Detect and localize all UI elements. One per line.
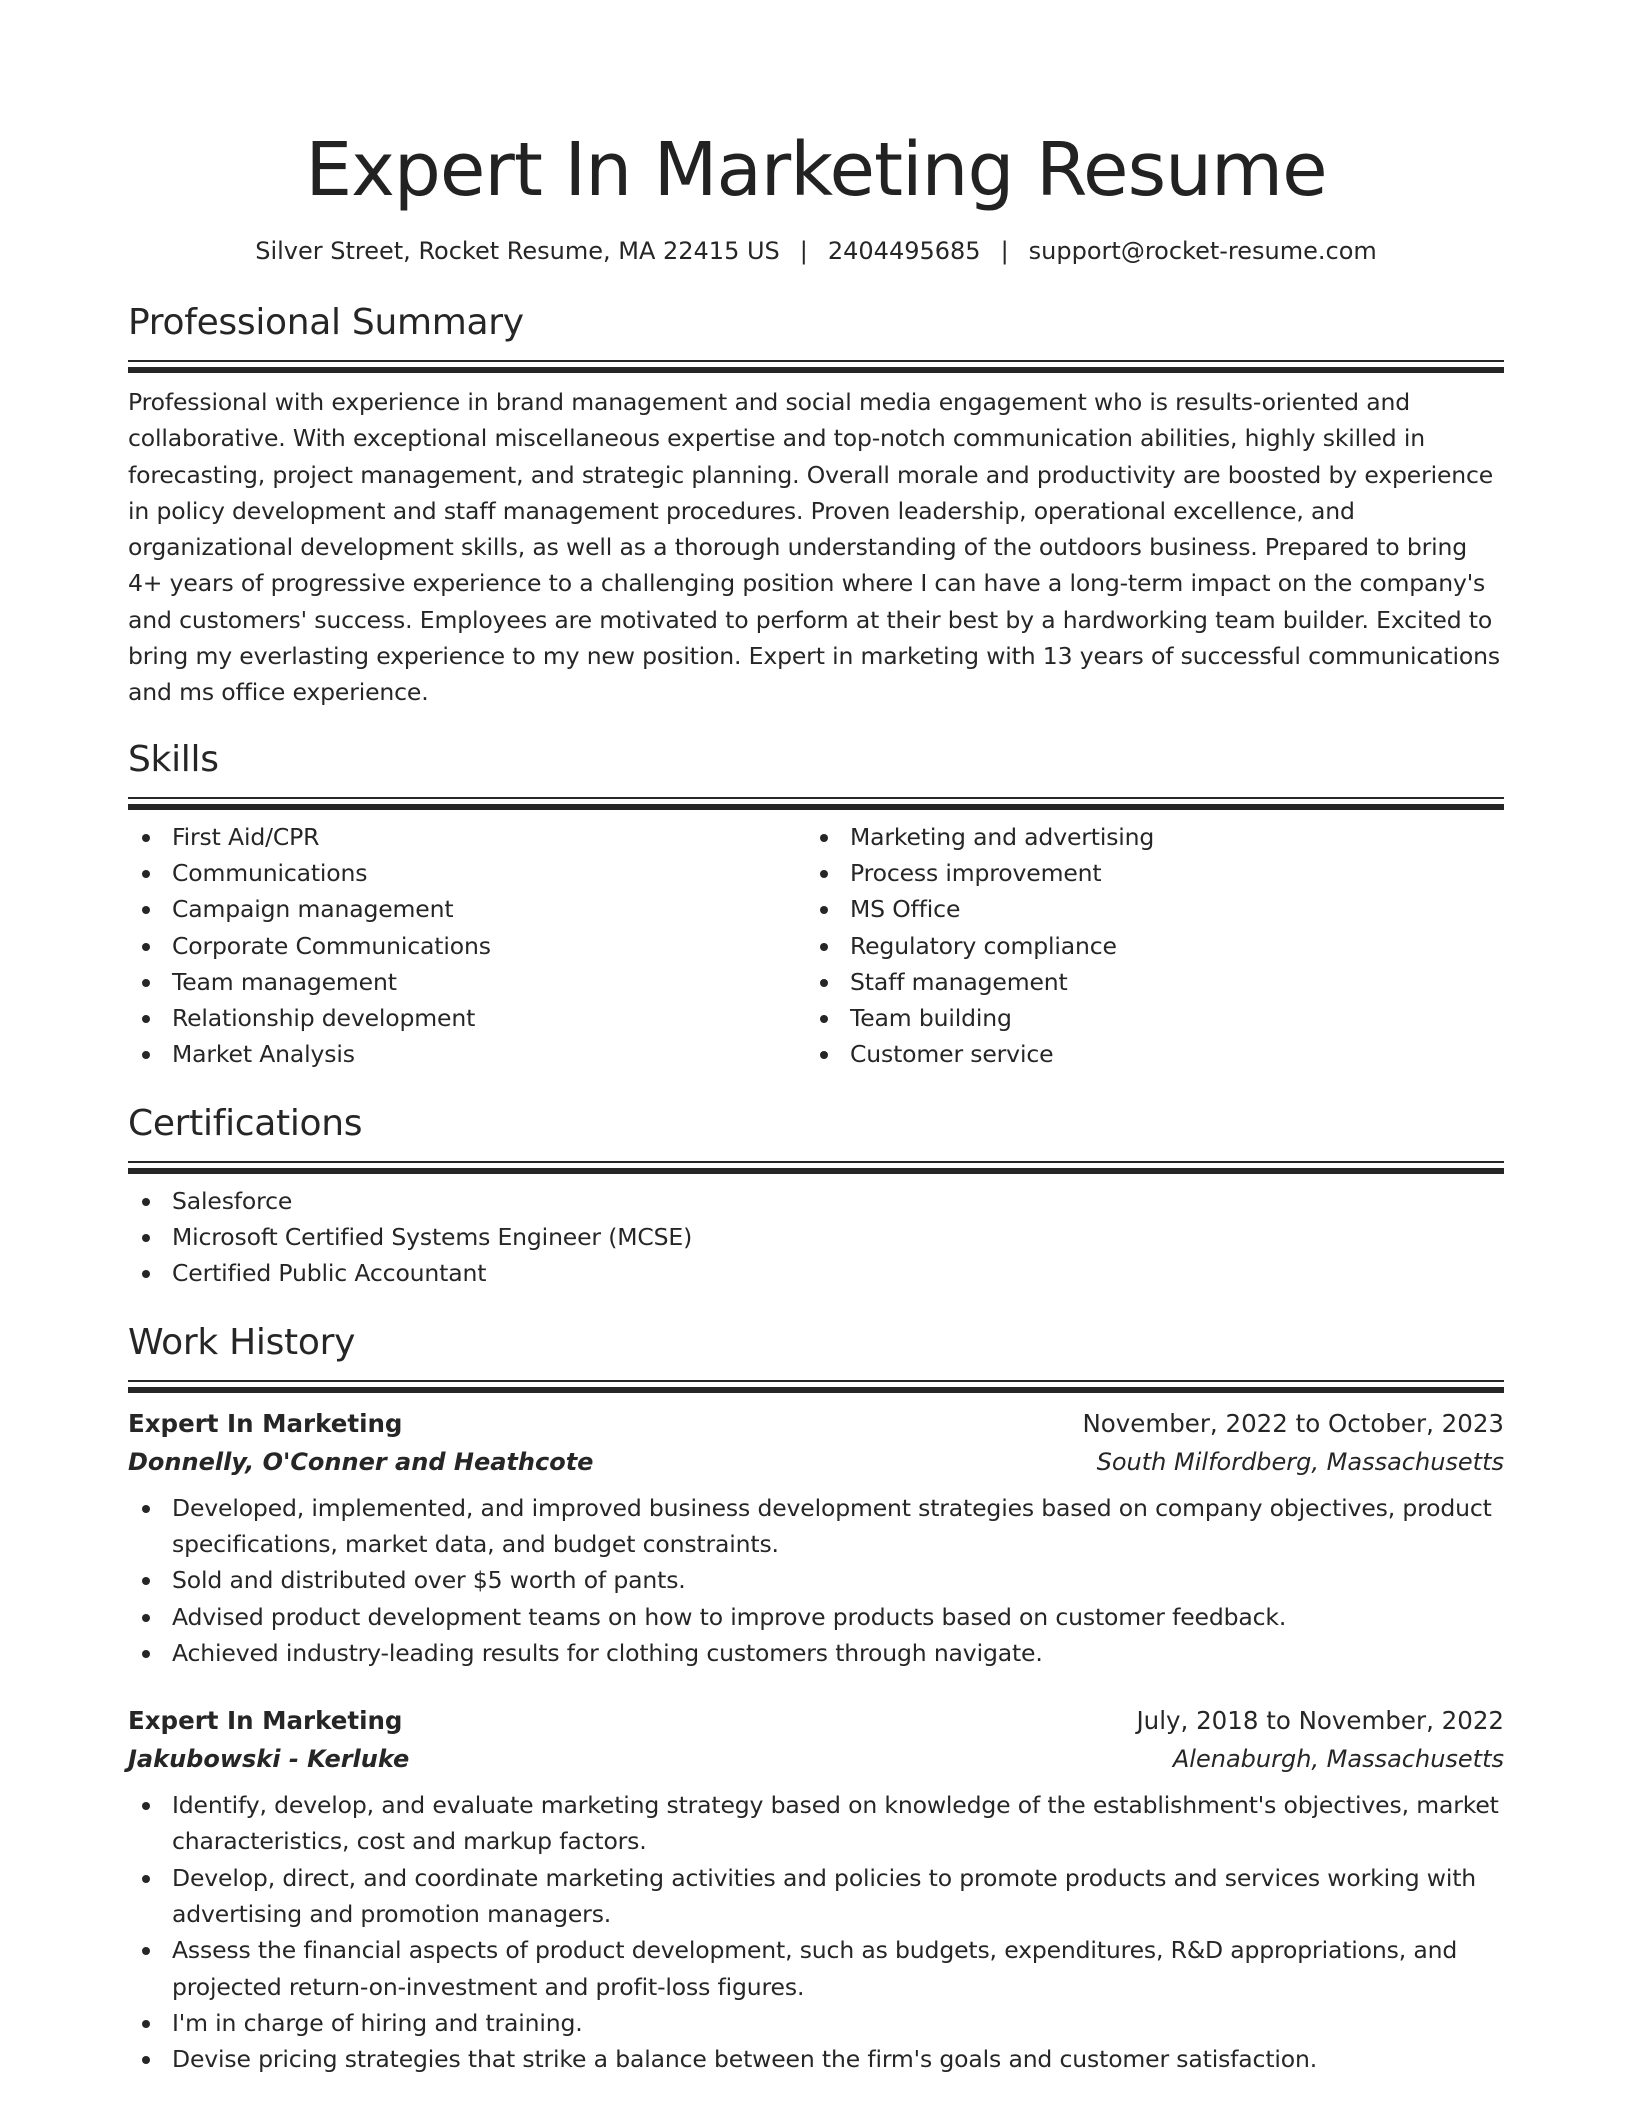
section-title-certifications: Certifications xyxy=(128,1102,363,1144)
job-duty-item: Assess the financial aspects of product development, such as budgets, expenditures, R&D appropriations, and projected return-on-investment and profit-loss figures. xyxy=(128,1932,1504,2005)
job-location: Alenaburgh, Massachusetts xyxy=(1172,1745,1504,1774)
skill-item: MS Office xyxy=(806,891,1484,927)
skill-item: Regulatory compliance xyxy=(806,928,1484,964)
job-entry xyxy=(128,1404,1504,1671)
section-divider xyxy=(128,360,1504,374)
job-header xyxy=(128,1701,1504,1741)
skill-item: Relationship development xyxy=(128,1000,806,1036)
skills-grid xyxy=(128,819,1504,1073)
job-subheader xyxy=(128,1444,1504,1480)
job-duty-item: I'm in charge of hiring and training. xyxy=(128,2005,1504,2041)
job-dates: July, 2018 to November, 2022 xyxy=(1136,1706,1504,1736)
certifications-section xyxy=(128,1099,1504,1292)
skills-column-right xyxy=(806,819,1484,1073)
summary-section xyxy=(128,298,1504,711)
skill-item: Market Analysis xyxy=(128,1036,806,1072)
skill-item: Process improvement xyxy=(806,855,1484,891)
summary-text: Professional with experience in brand management and social media engagement who is results-oriented and collaborative. With exceptional miscellaneous expertise and top-notch communication abilities, highly skilled in forecasting, project management, and strategic planning. Overall morale and productivity are boosted by experience in policy development and staff management procedures. Proven leadership, operational excellence, and organizational development skills, as well as a thorough understanding of the outdoors business. Prepared to bring 4+ years of progressive experience to a challenging position where I can have a long-term impact on the company's and customers' success. Employees are motivated to perform at their best by a hardworking team builder. Excited to bring my everlasting experience to my new position. Expert in marketing with 13 years of successful communications and ms office experience. xyxy=(128,388,1500,707)
skill-item: Customer service xyxy=(806,1036,1484,1072)
certification-item: Salesforce xyxy=(128,1183,1504,1219)
certification-item: Microsoft Certified Systems Engineer (MCSE) xyxy=(128,1219,1504,1255)
job-duty-item: Sold and distributed over $5 worth of pants. xyxy=(128,1562,1504,1598)
section-title-summary: Professional Summary xyxy=(128,302,524,343)
contact-line xyxy=(128,234,1504,268)
section-title-work-history: Work History xyxy=(128,1321,356,1363)
contact-address: Silver Street, Rocket Resume, MA 22415 US xyxy=(255,237,780,265)
contact-separator: | xyxy=(1000,237,1009,265)
skill-item: Team building xyxy=(806,1000,1484,1036)
skill-item: Staff management xyxy=(806,964,1484,1000)
section-title-skills: Skills xyxy=(128,738,219,780)
job-entry xyxy=(128,1701,1504,2077)
work-history-section xyxy=(128,1318,1504,2078)
skill-item: Campaign management xyxy=(128,891,806,927)
job-title: Expert In Marketing xyxy=(128,1706,403,1736)
job-company: Jakubowski - Kerluke xyxy=(128,1745,410,1774)
section-divider xyxy=(128,1380,1504,1394)
skills-section xyxy=(128,735,1504,1073)
job-duty-item: Developed, implemented, and improved business development strategies based on company objectives, product specifications, market data, and budget constraints. xyxy=(128,1490,1504,1563)
job-duty-item: Devise pricing strategies that strike a balance between the firm's goals and customer satisfaction. xyxy=(128,2041,1504,2077)
job-dates: November, 2022 to October, 2023 xyxy=(1082,1408,1504,1438)
skill-item: Corporate Communications xyxy=(128,928,806,964)
contact-phone: 2404495685 xyxy=(827,237,981,265)
skill-item: First Aid/CPR xyxy=(128,819,806,855)
job-company: Donnelly, O'Conner and Heathcote xyxy=(128,1447,594,1476)
contact-separator: | xyxy=(799,237,808,265)
section-divider xyxy=(128,797,1504,811)
skill-item: Team management xyxy=(128,964,806,1000)
certification-item: Certified Public Accountant xyxy=(128,1255,1504,1291)
contact-email: support@rocket-resume.com xyxy=(1028,237,1377,265)
job-duty-item: Identify, develop, and evaluate marketing strategy based on knowledge of the establishment's objectives, market characteristics, cost and markup factors. xyxy=(128,1787,1504,1860)
certifications-list xyxy=(128,1183,1504,1292)
job-location: South Milfordberg, Massachusetts xyxy=(1096,1447,1504,1476)
skill-item: Communications xyxy=(128,855,806,891)
job-duty-item: Develop, direct, and coordinate marketing activities and policies to promote products and services working with advertising and promotion managers. xyxy=(128,1860,1504,1933)
resume-page xyxy=(128,0,1504,2078)
skill-item: Marketing and advertising xyxy=(806,819,1484,855)
job-subheader xyxy=(128,1741,1504,1777)
job-header xyxy=(128,1404,1504,1444)
job-duties-list xyxy=(128,1490,1504,1671)
job-duties-list xyxy=(128,1787,1504,2077)
job-title: Expert In Marketing xyxy=(128,1408,403,1438)
skills-column-left xyxy=(128,819,806,1073)
resume-title: Expert In Marketing Resume xyxy=(305,127,1327,213)
job-duty-item: Advised product development teams on how to improve products based on customer feedback. xyxy=(128,1599,1504,1635)
section-divider xyxy=(128,1161,1504,1175)
job-duty-item: Achieved industry-leading results for clothing customers through navigate. xyxy=(128,1635,1504,1671)
